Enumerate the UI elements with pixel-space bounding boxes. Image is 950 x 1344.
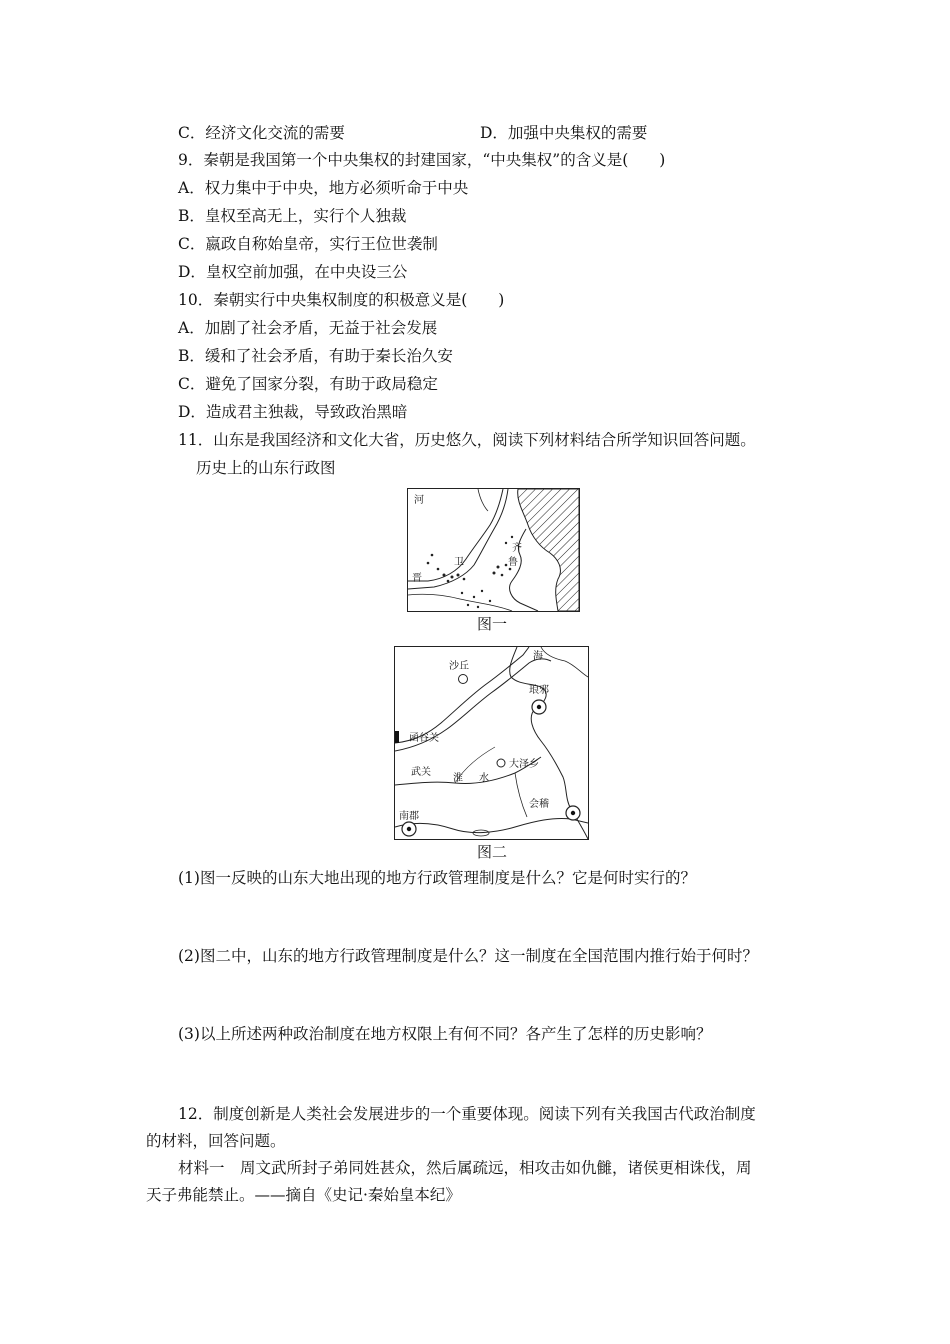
q10-option-b: B．缓和了社会矛盾，有助于秦长治久安 bbox=[178, 347, 453, 365]
bay-line bbox=[541, 647, 588, 677]
dazexiang-marker bbox=[497, 759, 505, 767]
fig1-caption: 图一 bbox=[477, 615, 508, 633]
label-kuaiji: 会稽 bbox=[529, 799, 549, 810]
q10-option-a: A．加剧了社会矛盾，无益于社会发展 bbox=[178, 319, 438, 337]
state-dots bbox=[427, 536, 514, 608]
label-hanguguan: 函谷关 bbox=[409, 733, 439, 744]
label-shaqiu: 沙丘 bbox=[449, 661, 469, 672]
map-figure-1 bbox=[407, 488, 580, 612]
langya-marker-dot bbox=[537, 705, 541, 709]
yangtze-river bbox=[395, 818, 588, 832]
nanjun-marker-dot bbox=[407, 827, 411, 831]
q12-stem-line1: 12．制度创新是人类社会发展进步的一个重要体现。阅读下列有关我国古代政治制度 bbox=[178, 1105, 756, 1123]
coastline bbox=[510, 529, 538, 611]
label-shui: 水 bbox=[479, 773, 489, 784]
label-huai: 淮 bbox=[453, 773, 463, 784]
q9-option-a: A．权力集中于中央，地方必须听命于中央 bbox=[178, 179, 469, 197]
border-line bbox=[515, 773, 527, 817]
q11-stem: 11．山东是我国经济和文化大省，历史悠久，阅读下列材料结合所学知识回答问题。 bbox=[178, 431, 756, 449]
q11-sub-2: (2)图二中，山东的地方行政管理制度是什么？这一制度在全国范围内推行始于何时？ bbox=[178, 947, 758, 965]
label-dazexiang: 大泽乡 bbox=[509, 759, 539, 770]
q11-map-title: 历史上的山东行政图 bbox=[196, 459, 336, 477]
q12-stem-line2: 的材料，回答问题。 bbox=[146, 1132, 286, 1150]
q10-option-d: D．造成君主独裁，导致政治黑暗 bbox=[178, 403, 408, 421]
q10-option-c: C．避免了国家分裂，有助于政局稳定 bbox=[178, 375, 438, 393]
q11-sub-3: (3)以上所述两种政治制度在地方权限上有何不同？各产生了怎样的历史影响？ bbox=[178, 1025, 712, 1043]
q9-option-c: C．嬴政自称始皇帝，实行王位世袭制 bbox=[178, 235, 438, 253]
sea-hatch-area bbox=[518, 489, 579, 611]
q11-sub-1: (1)图一反映的山东大地出现的地方行政管理制度是什么？它是何时实行的？ bbox=[178, 869, 696, 887]
label-jin: 晋 bbox=[412, 573, 422, 584]
label-lu: 鲁 bbox=[508, 557, 518, 568]
label-wuguan: 武关 bbox=[411, 767, 431, 778]
map-figure-2 bbox=[394, 646, 589, 840]
label-he: 河 bbox=[414, 495, 424, 506]
q8-option-c: C．经济文化交流的需要 bbox=[178, 124, 345, 142]
q9-option-d: D．皇权空前加强，在中央设三公 bbox=[178, 263, 408, 281]
q12-material1-line1: 材料一 周文武所封子弟同姓甚众，然后属疏远，相攻击如仇雠，诸侯更相诛伐，周 bbox=[178, 1159, 752, 1177]
edge-mark bbox=[395, 731, 399, 743]
q12-material1-line2: 天子弗能禁止。——摘自《史记·秦始皇本纪》 bbox=[146, 1186, 461, 1204]
map-figure-2-drawing bbox=[395, 647, 588, 839]
q9-option-b: B．皇权至高无上，实行个人独裁 bbox=[178, 207, 407, 225]
river-branch bbox=[478, 489, 488, 511]
q10-stem: 10．秦朝实行中央集权制度的积极意义是( ) bbox=[178, 291, 505, 309]
shaqiu-marker bbox=[459, 675, 468, 684]
label-nanjun: 南郡 bbox=[399, 811, 419, 822]
kuaiji-marker-dot bbox=[571, 811, 575, 815]
river-south bbox=[408, 594, 512, 611]
q9-stem: 9．秦朝是我国第一个中央集权的封建国家，“中央集权”的含义是( ) bbox=[178, 151, 666, 169]
map-figure-1-drawing bbox=[408, 489, 579, 611]
label-qi: 齐 bbox=[512, 543, 522, 554]
fig2-caption: 图二 bbox=[477, 843, 508, 861]
label-wei: 卫 bbox=[454, 557, 464, 568]
q8-option-d: D．加强中央集权的需要 bbox=[480, 124, 648, 142]
label-langya: 琅邪 bbox=[529, 685, 549, 696]
label-hai: 海 bbox=[533, 651, 543, 662]
